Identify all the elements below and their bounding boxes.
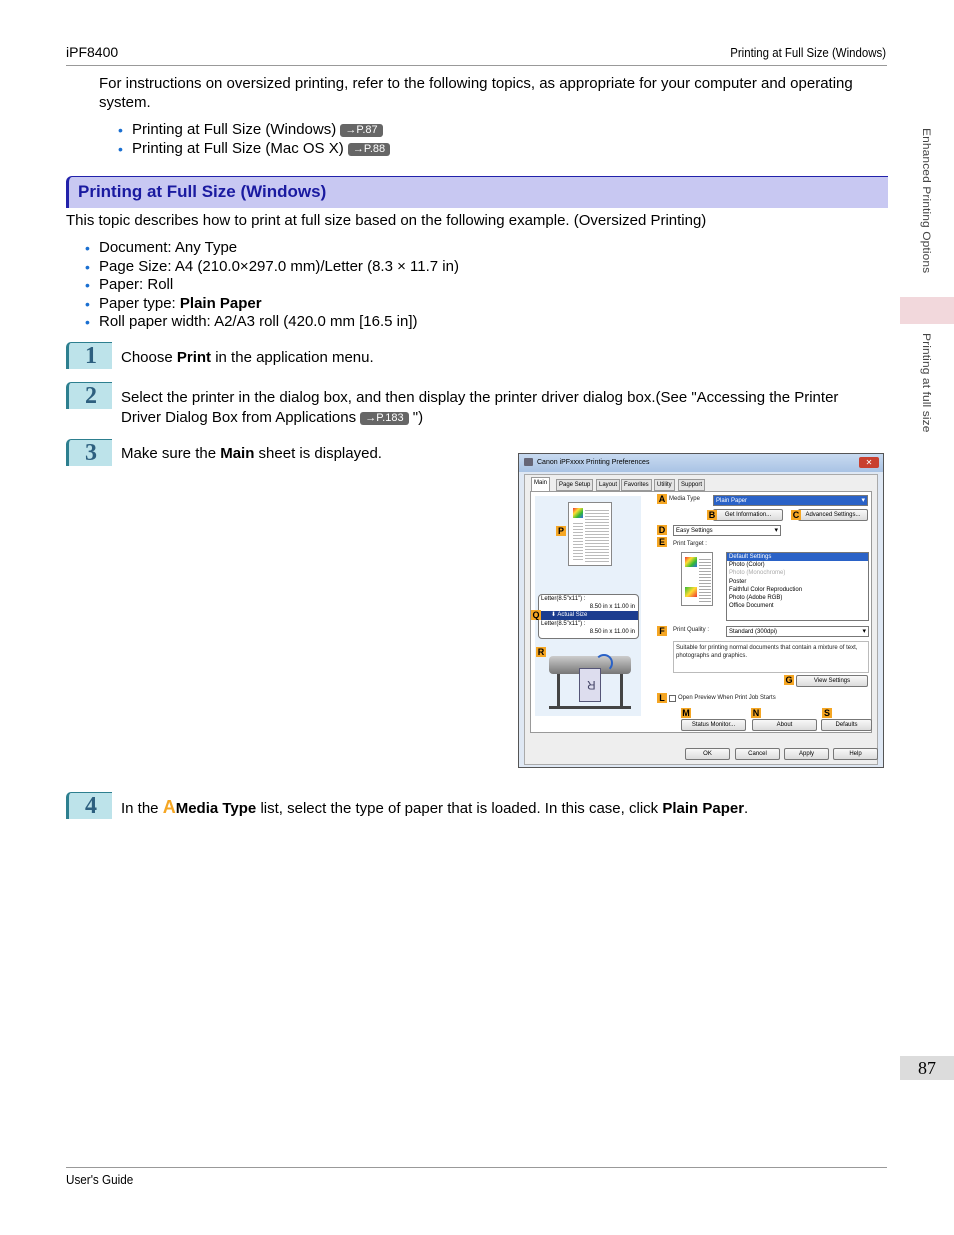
close-icon[interactable]: ✕ — [859, 457, 879, 468]
callout-d: D — [658, 525, 666, 535]
section-title: Printing at Full Size (Windows) — [78, 182, 327, 201]
intro-link-windows[interactable]: • Printing at Full Size (Windows) →P.87 — [118, 121, 390, 140]
main-sheet-panel — [530, 491, 872, 733]
example-list — [85, 239, 459, 332]
print-quality-label: Print Quality : — [673, 627, 710, 633]
actual-size-row[interactable]: ⬇ Actual Size — [539, 611, 638, 619]
list-item[interactable]: Faithful Color Reproduction — [729, 586, 803, 593]
callout-p: P — [557, 526, 564, 536]
callout-s: S — [823, 708, 830, 718]
get-information-button[interactable]: Get Information... — [713, 509, 783, 521]
step-3-text: Make sure the Main sheet is displayed. — [121, 445, 382, 462]
step-number-1: 1 — [66, 342, 112, 369]
target-preview-thumb — [681, 552, 713, 606]
open-preview-checkbox[interactable] — [669, 695, 676, 702]
callout-l: L — [657, 693, 667, 703]
list-item[interactable]: Photo (Monochrome) — [729, 570, 786, 577]
open-preview-label: Open Preview When Print Job Starts — [678, 695, 776, 701]
printer-driver-dialog — [518, 453, 884, 768]
footer-text: User's Guide — [66, 1172, 134, 1187]
callout-g: G — [785, 675, 793, 685]
step-number-3: 3 — [66, 439, 112, 466]
dialog-titlebar: Canon iPFxxxx Printing Preferences ✕ — [519, 454, 883, 472]
step-1-text: Choose Print in the application menu. — [121, 349, 374, 366]
advanced-settings-button[interactable]: Advanced Settings... — [798, 509, 868, 521]
side-tab-top-label: Enhanced Printing Options — [920, 128, 934, 274]
callout-n: N — [752, 708, 760, 718]
help-button[interactable]: Help — [833, 748, 878, 760]
step-4-text: In the AMedia Type list, select the type of paper that is loaded. In this case, click Plain Paper. — [121, 797, 749, 817]
list-item[interactable]: Office Document — [729, 603, 774, 610]
tab-page-setup[interactable]: Page Setup — [556, 479, 593, 491]
page-ref-badge[interactable]: →P.88 — [348, 143, 390, 156]
apply-button[interactable]: Apply — [784, 748, 829, 760]
footer-rule — [66, 1167, 887, 1168]
print-target-label: Print Target : — [673, 541, 707, 547]
cancel-button[interactable]: Cancel — [735, 748, 780, 760]
section-heading — [66, 176, 888, 208]
arrow-down-icon: ⬇ — [551, 612, 558, 619]
dialog-body — [524, 474, 878, 765]
about-button[interactable]: About — [752, 719, 817, 731]
tab-support[interactable]: Support — [678, 479, 705, 491]
step-number-4: 4 — [66, 792, 112, 819]
page-preview — [568, 502, 612, 566]
view-settings-button[interactable]: View Settings — [796, 675, 868, 687]
step-2-text: Select the printer in the dialog box, and then display the printer driver dialog box.(See "Accessing the Printer Driver Dialog Box from Applications →P.183 ") — [121, 389, 839, 426]
print-quality-select[interactable]: Standard (300dpi) ▾ — [726, 626, 869, 637]
tab-favorites[interactable]: Favorites — [621, 479, 652, 491]
callout-e: E — [658, 537, 665, 547]
printer-illustration-icon: R — [543, 644, 635, 714]
page-ref-badge[interactable]: →P.183 — [360, 412, 408, 425]
tab-layout[interactable]: Layout — [596, 479, 620, 491]
paper-info-box: Letter(8.5"x11") : 8.50 in x 11.00 in ⬇ Actual Size Letter(8.5"x11") : 8.50 in x 11.00 in — [538, 594, 639, 639]
callout-f: F — [657, 626, 667, 636]
callout-a: A — [658, 494, 666, 504]
status-monitor-button[interactable]: Status Monitor... — [681, 719, 746, 731]
print-target-list[interactable] — [726, 552, 869, 621]
side-tab-bottom-label: Printing at full size — [920, 333, 934, 433]
list-item[interactable]: Poster — [729, 578, 747, 585]
list-item[interactable]: Default Settings — [727, 553, 868, 561]
tab-main[interactable]: Main — [531, 477, 550, 491]
side-tab-active-marker — [900, 297, 954, 324]
quality-description: Suitable for printing normal documents that contain a mixture of text, photographs and graphics. — [673, 641, 869, 673]
callout-m: M — [682, 708, 690, 718]
intro-link-mac[interactable]: • Printing at Full Size (Mac OS X) →P.88 — [118, 140, 390, 159]
example-roll-width: • Roll paper width: A2/A3 roll (420.0 mm [16.5 in]) — [85, 313, 459, 332]
step-number-2: 2 — [66, 382, 112, 409]
intro-link-list — [118, 121, 390, 158]
ok-button[interactable]: OK — [685, 748, 730, 760]
intro-text: For instructions on oversized printing, refer to the following topics, as appropriate for your computer and operating system. — [99, 75, 853, 111]
callout-r: R — [537, 647, 545, 657]
list-item[interactable]: Photo (Adobe RGB) — [729, 594, 783, 601]
callout-q: Q — [532, 610, 540, 620]
header-section: Printing at Full Size (Windows) — [730, 45, 886, 60]
tab-utility[interactable]: Utility — [654, 479, 675, 491]
callout-marker-a: A — [162, 797, 176, 817]
page-number: 87 — [900, 1056, 954, 1080]
photo-thumb-icon — [685, 557, 697, 567]
text-lines-icon — [699, 557, 711, 603]
defaults-button[interactable]: Defaults — [821, 719, 872, 731]
page-ref-badge[interactable]: →P.87 — [340, 124, 382, 137]
settings-mode-select[interactable]: Easy Settings ▾ — [673, 525, 781, 536]
media-type-select[interactable]: Plain Paper ▾ — [713, 495, 868, 506]
callout-b: B — [708, 510, 716, 520]
text-lines-icon — [585, 508, 609, 562]
list-item[interactable]: Photo (Color) — [729, 562, 765, 569]
example-paper-type: • Paper type: Plain Paper — [85, 295, 459, 314]
section-description: This topic describes how to print at full size based on the following example. (Oversized Printing) — [66, 212, 707, 229]
header-rule — [66, 65, 887, 66]
header-model: iPF8400 — [66, 44, 119, 60]
printer-icon — [524, 458, 533, 466]
example-document: • Document: Any Type — [85, 239, 459, 258]
example-paper: • Paper: Roll — [85, 276, 459, 295]
example-page-size: • Page Size: A4 (210.0×297.0 mm)/Letter (8.3 × 11.7 in) — [85, 258, 459, 277]
text-lines-icon — [573, 521, 583, 562]
photo-thumb-icon — [685, 587, 697, 597]
photo-thumb-icon — [573, 508, 583, 518]
media-type-label: Media Type — [669, 496, 700, 502]
callout-c: C — [792, 510, 800, 520]
